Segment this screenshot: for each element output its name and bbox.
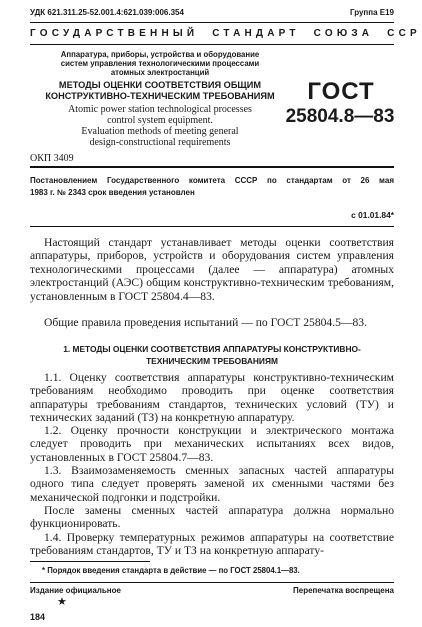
series-line: систем управления технологическими процессами xyxy=(60,59,260,68)
series-line: атомных электростанций xyxy=(110,68,210,77)
decree-line: 1983 г. № 2343 срок введения установлен xyxy=(30,188,195,197)
footnote-rule xyxy=(30,561,150,562)
page-number: 184 xyxy=(30,612,46,622)
clause-1-1 xyxy=(30,371,394,425)
clause-text: 1.4. Проверку температурных режимов аппаратуры на соответствие требованиям стандартов, ТУ и ТЗ на конкретную аппарату- xyxy=(30,531,394,558)
clause-text: После замены сменных частей аппаратура должна нормально функционировать. xyxy=(30,504,394,531)
english-line: Atomic power station technological processes xyxy=(68,104,252,115)
clause-1-4 xyxy=(30,531,394,558)
title-rule xyxy=(30,166,394,168)
section-heading xyxy=(30,343,394,367)
decree-rule xyxy=(30,226,394,227)
effective-date: с 01.01.84* xyxy=(351,210,394,220)
section-heading-line: ТЕХНИЧЕСКИМ ТРЕБОВАНИЯМ xyxy=(146,356,278,366)
okp-code: ОКП 3409 xyxy=(30,153,74,164)
udc-code: УДК 621.311.25-52.001.4:621.039:006.354 xyxy=(30,8,184,17)
star-icon: ★ xyxy=(57,596,67,608)
english-line: control system equipment. xyxy=(107,115,213,126)
intro-paragraph xyxy=(30,236,394,303)
clause-1-3-note xyxy=(30,504,394,531)
decree-text xyxy=(30,175,394,199)
clause-text: 1.1. Оценку соответствия аппаратуры конструктивно-техническим требованиям необходимо проводить при оценке соответствия аппаратуры требованиям стандартов, технических условий (ТУ) и технических заданий (ТЗ) на конкретную аппаратуру. xyxy=(30,371,394,425)
section-heading-line: 1. МЕТОДЫ ОЦЕНКИ СООТВЕТСТВИЯ АППАРАТУРЫ КОНСТРУКТИВНО- xyxy=(63,344,361,354)
series-line: Аппаратура, приборы, устройства и оборудование xyxy=(60,50,260,59)
clause-text: 1.3. Взаимозаменяемость сменных запасных частей аппаратуры одного типа следует проверять заменой их сменными частями без механической подгонки и подстройки. xyxy=(30,464,394,504)
official-edition: Издание официальное xyxy=(30,586,121,595)
clause-1-2 xyxy=(30,424,394,464)
clause-1-3 xyxy=(30,464,394,504)
state-standard-banner: ГОСУДАРСТВЕННЫЙ СТАНДАРТ СОЮЗА ССР xyxy=(30,28,421,39)
title-line: КОНСТРУКТИВНО-ТЕХНИЧЕСКИМ ТРЕБОВАНИЯМ xyxy=(45,91,275,101)
top-rule-2 xyxy=(30,44,394,45)
standard-title xyxy=(40,80,280,102)
top-rule-1 xyxy=(30,22,394,23)
intro-text: Настоящий стандарт устанавливает методы оценки соответствия аппаратуры, приборов, устройств и оборудования систем управления технологическими процессами (далее — аппаратура) атомных электростанций (АЭС) общим конструктивно-техническим требованиям, установленным в ГОСТ 25804.4—83. xyxy=(30,236,394,303)
group-code: Группа Е19 xyxy=(349,8,394,17)
intro-text-2: Общие правила проведения испытаний — по ГОСТ 25804.5—83. xyxy=(44,316,367,329)
english-title xyxy=(40,104,280,148)
gost-label: ГОСТ xyxy=(307,78,375,105)
footer-rule xyxy=(30,582,394,583)
reprint-prohibited: Перепечатка воспрещена xyxy=(293,586,394,595)
footnote: * Порядок введения стандарта в действие — по ГОСТ 25804.1—83. xyxy=(42,566,300,575)
intro-paragraph-2 xyxy=(30,316,394,329)
series-title xyxy=(40,50,280,77)
decree-line: Постановлением Государственного комитета СССР по стандартам от 26 мая xyxy=(30,176,394,185)
gost-number: 25804.8—83 xyxy=(285,106,395,127)
english-line: Evaluation methods of meeting general xyxy=(81,126,239,137)
clause-text: 1.2. Оценку прочности конструкции и электрического монтажа следует проводить при механических испытаниях всех видов, установленных в ГОСТ 25804.7—83. xyxy=(30,424,394,464)
title-line: МЕТОДЫ ОЦЕНКИ СООТВЕТСТВИЯ ОБЩИМ xyxy=(58,80,262,90)
english-line: design-constructional requirements xyxy=(89,137,231,148)
